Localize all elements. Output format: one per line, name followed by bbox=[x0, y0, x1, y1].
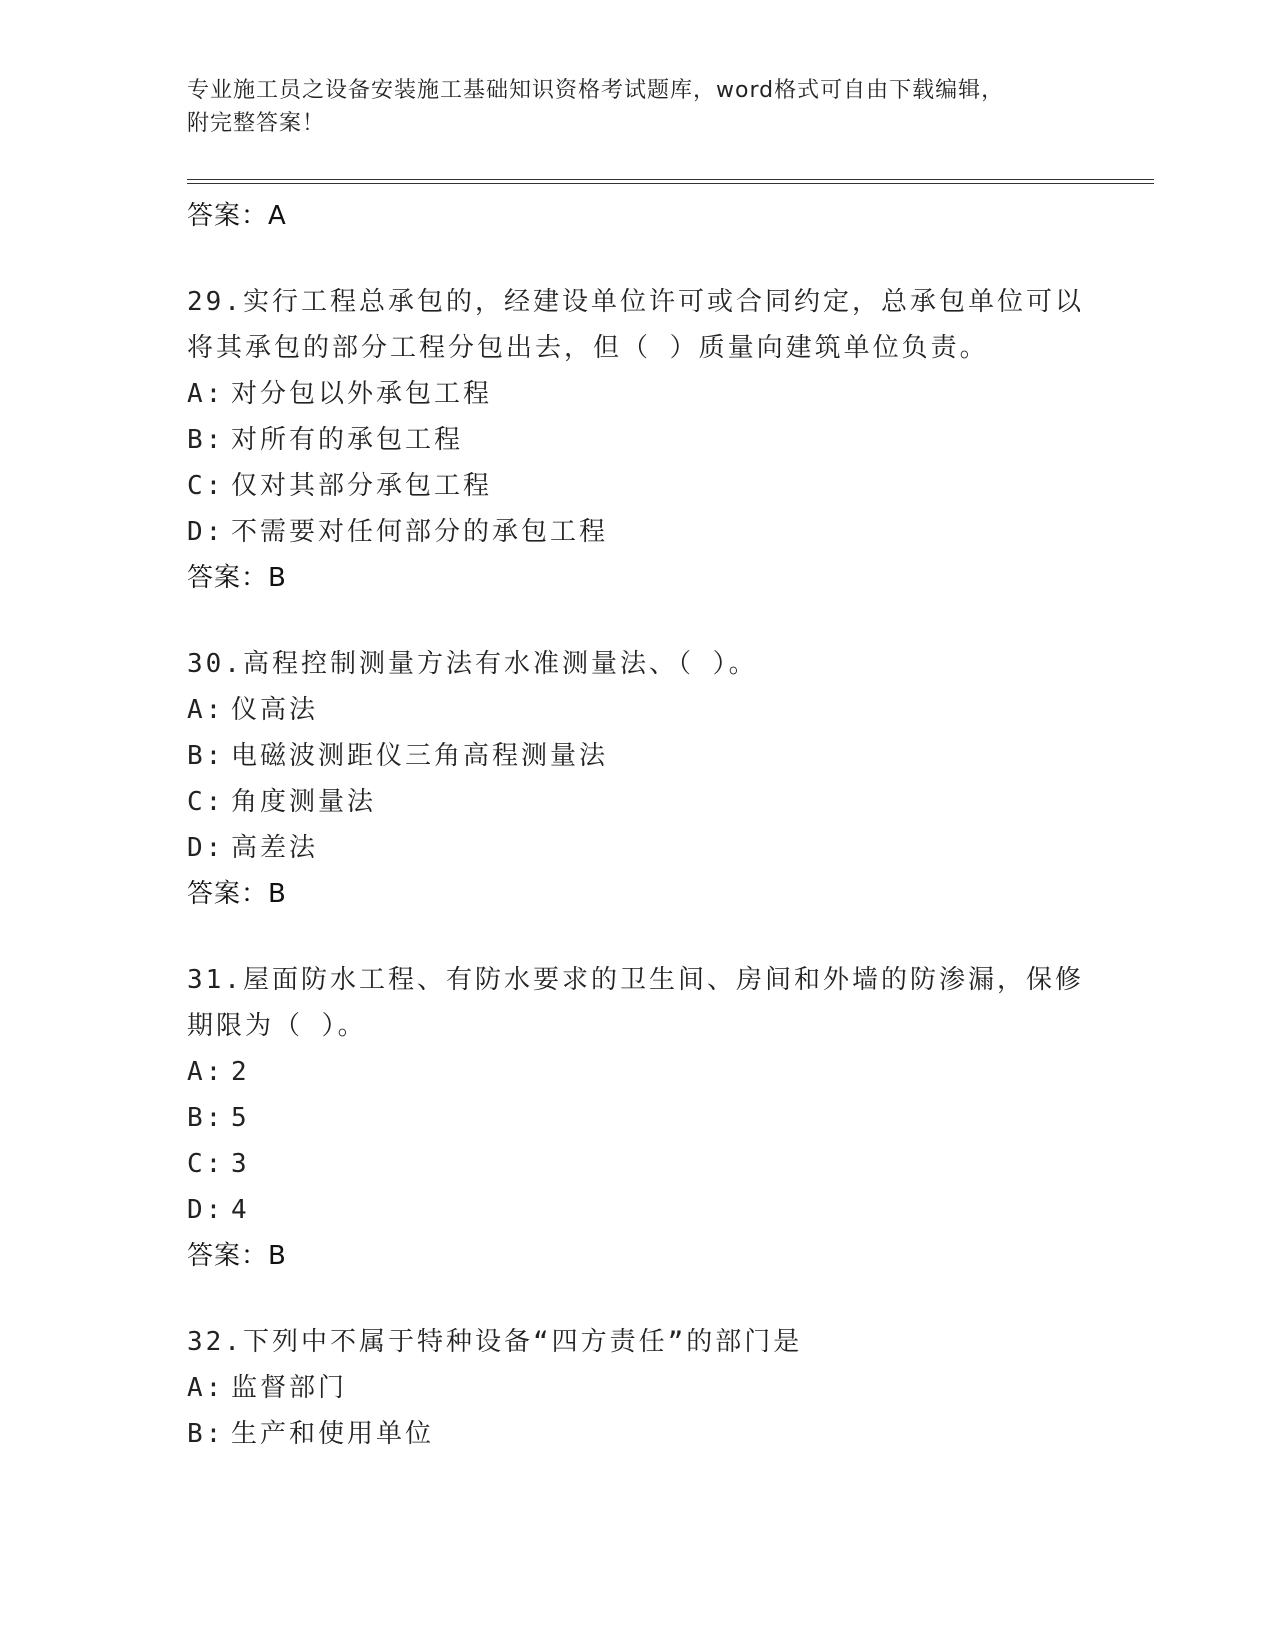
option-letter: C: bbox=[187, 787, 225, 817]
question-30 bbox=[187, 641, 1087, 917]
option-c bbox=[187, 1141, 1087, 1187]
header-divider-bottom bbox=[187, 183, 1154, 184]
question-text-line: 期限为（ ）。 bbox=[187, 1011, 367, 1041]
answer-line: 答案：A bbox=[187, 201, 287, 231]
question-list bbox=[187, 193, 1087, 1457]
option-text: 生产和使用单位 bbox=[231, 1419, 435, 1449]
option-b bbox=[187, 733, 1087, 779]
option-text: 不需要对任何部分的承包工程 bbox=[231, 517, 609, 547]
option-text: 电磁波测距仪三角高程测量法 bbox=[231, 741, 609, 771]
option-letter: B: bbox=[187, 1103, 225, 1133]
option-letter: A: bbox=[187, 695, 225, 725]
option-letter: B: bbox=[187, 741, 225, 771]
option-letter: C: bbox=[187, 471, 225, 501]
option-letter: A: bbox=[187, 1373, 225, 1403]
option-letter: A: bbox=[187, 379, 225, 409]
option-text: 对所有的承包工程 bbox=[231, 425, 464, 455]
option-a bbox=[187, 371, 1087, 417]
question-text-line: 31.屋面防水工程、有防水要求的卫生间、房间和外墙的防渗漏，保修 bbox=[187, 965, 1084, 995]
option-b bbox=[187, 1095, 1087, 1141]
option-letter: C: bbox=[187, 1149, 225, 1179]
answer-line: 答案：B bbox=[187, 1241, 287, 1271]
answer-line: 答案：B bbox=[187, 563, 287, 593]
option-text: 角度测量法 bbox=[231, 787, 377, 817]
option-text: 5 bbox=[231, 1103, 250, 1133]
option-letter: D: bbox=[187, 517, 225, 547]
option-d bbox=[187, 825, 1087, 871]
option-text: 4 bbox=[231, 1195, 250, 1225]
question-text-line: 32.下列中不属于特种设备“四方责任”的部门是 bbox=[187, 1327, 803, 1357]
answer-line: 答案：B bbox=[187, 879, 287, 909]
option-d bbox=[187, 509, 1087, 555]
question-31 bbox=[187, 957, 1087, 1279]
option-text: 仅对其部分承包工程 bbox=[231, 471, 493, 501]
option-b bbox=[187, 1411, 1087, 1457]
option-text: 高差法 bbox=[231, 833, 319, 863]
question-text-line: 将其承包的部分工程分包出去，但（ ）质量向建筑单位负责。 bbox=[187, 333, 989, 363]
option-letter: D: bbox=[187, 833, 225, 863]
option-text: 3 bbox=[231, 1149, 250, 1179]
option-b bbox=[187, 417, 1087, 463]
option-c bbox=[187, 463, 1087, 509]
question-29 bbox=[187, 279, 1087, 601]
option-text: 2 bbox=[231, 1057, 250, 1087]
option-letter: A: bbox=[187, 1057, 225, 1087]
document-header bbox=[187, 74, 1087, 140]
option-text: 监督部门 bbox=[231, 1373, 348, 1403]
option-text: 对分包以外承包工程 bbox=[231, 379, 493, 409]
option-letter: D: bbox=[187, 1195, 225, 1225]
option-a bbox=[187, 687, 1087, 733]
question-text-line: 29.实行工程总承包的，经建设单位许可或合同约定，总承包单位可以 bbox=[187, 287, 1084, 317]
option-a bbox=[187, 1049, 1087, 1095]
option-a bbox=[187, 1365, 1087, 1411]
header-divider-top bbox=[187, 179, 1154, 180]
question-32 bbox=[187, 1319, 1087, 1457]
option-d bbox=[187, 1187, 1087, 1233]
header-line-2: 附完整答案！ bbox=[187, 111, 326, 136]
question-text-line: 30.高程控制测量方法有水准测量法、（ ）。 bbox=[187, 649, 758, 679]
option-letter: B: bbox=[187, 1419, 225, 1449]
header-line-1: 专业施工员之设备安装施工基础知识资格考试题库，word格式可自由下载编辑， bbox=[187, 78, 1005, 103]
option-letter: B: bbox=[187, 425, 225, 455]
option-text: 仪高法 bbox=[231, 695, 319, 725]
option-c bbox=[187, 779, 1087, 825]
